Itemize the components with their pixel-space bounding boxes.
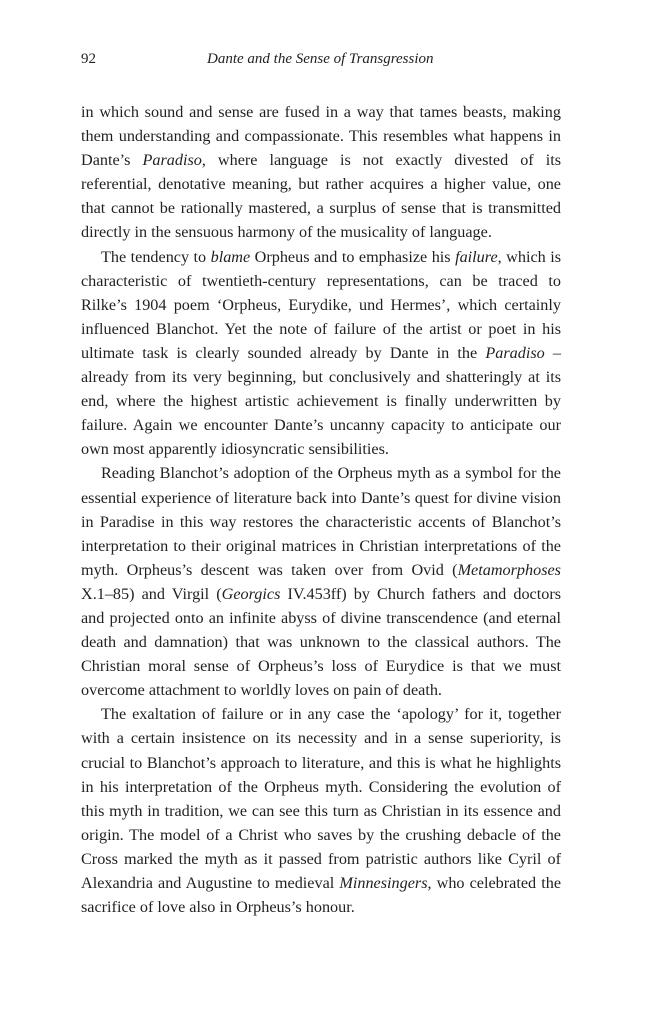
- italic-text: Metamorphoses: [457, 560, 561, 579]
- paragraph: [81, 702, 561, 919]
- running-title: Dante and the Sense of Transgression: [207, 51, 434, 67]
- italic-text: Paradiso: [142, 151, 202, 170]
- text-run: , who celebrated the sacrifice of love also in Orpheus’s honour.: [81, 874, 562, 917]
- italic-text: blame: [210, 247, 251, 266]
- text-run: , which is characteristic of twentieth-century representations, can be traced to Rilke’s 1904 poem ‘Orpheus, Eurydike, und Hermes’, which certainly influenced Blanchot. Yet the note of failure of the artist or poet in his ultimate task is clearly sounded already by Dante in the: [81, 247, 562, 362]
- paragraph: [81, 245, 561, 462]
- text-run: X.1–85) and Virgil (: [81, 584, 222, 603]
- text-run: – already from its very beginning, but conclusively and shatteringly at its end, where the highest artistic achievement is finally underwritten by failure. Again we encounter Dante’s uncanny capacity to anticipate our own most apparently idiosyncratic sensibilities.: [81, 343, 561, 459]
- paragraph: [81, 100, 561, 245]
- text-run: The tendency to: [101, 247, 211, 266]
- italic-text: Minnesingers: [339, 874, 428, 892]
- text-run: IV.453ff) by Church fathers and doctors and projected onto an infinite abyss of divine transcendence (and eternal death and damnation) that was unknown to the classical authors. The Christian moral sense of Orpheus’s loss of Eurydice is that we must overcome attachment to worldly loves on pain of death.: [81, 584, 562, 700]
- page-number: 92: [81, 51, 96, 67]
- italic-text: Georgics: [221, 584, 281, 603]
- paragraph: [81, 461, 561, 702]
- text-run: Reading Blanchot’s adoption of the Orpheus myth as a symbol for the essential experience of literature back into Dante’s quest for divine vision in Paradise in this way restores the characteristic accents of Blanchot’s interpretation to their original matrices in Christian interpretations of the myth. Orpheus’s descent was taken over from Ovid (: [81, 464, 561, 579]
- text-run: The exaltation of failure or in any case the ‘apology’ for it, together with a certain insistence on its necessity and in a sense superiority, is crucial to Blanchot’s approach to literature, and this is what he highlights in his interpretation of the Orpheus myth. Considering the evolution of this myth in tradition, we can see this turn as Christian in its essence and origin. The model of a Christ who saves by the crushing debacle of the Cross marked the myth as it passed from patristic authors like Cyril of Alexandria and Augustine to medieval: [81, 705, 561, 892]
- italic-text: Paradiso: [485, 343, 545, 362]
- text-run: Orpheus and to emphasize his: [250, 247, 456, 266]
- text-run: in which sound and sense are fused in a way that tames beasts, making them understanding and compassionate. This resembles what happens in Dante’s: [81, 103, 561, 170]
- page-header: [81, 51, 561, 73]
- italic-text: failure: [455, 247, 498, 266]
- text-run: , where language is not exactly divested of its referential, denotative meaning, but rather acquires a higher value, one that cannot be rationally mastered, a surplus of sense that is transmitted directly in the sensuous harmony of the musicality of language.: [81, 151, 561, 242]
- body-text: [81, 100, 561, 919]
